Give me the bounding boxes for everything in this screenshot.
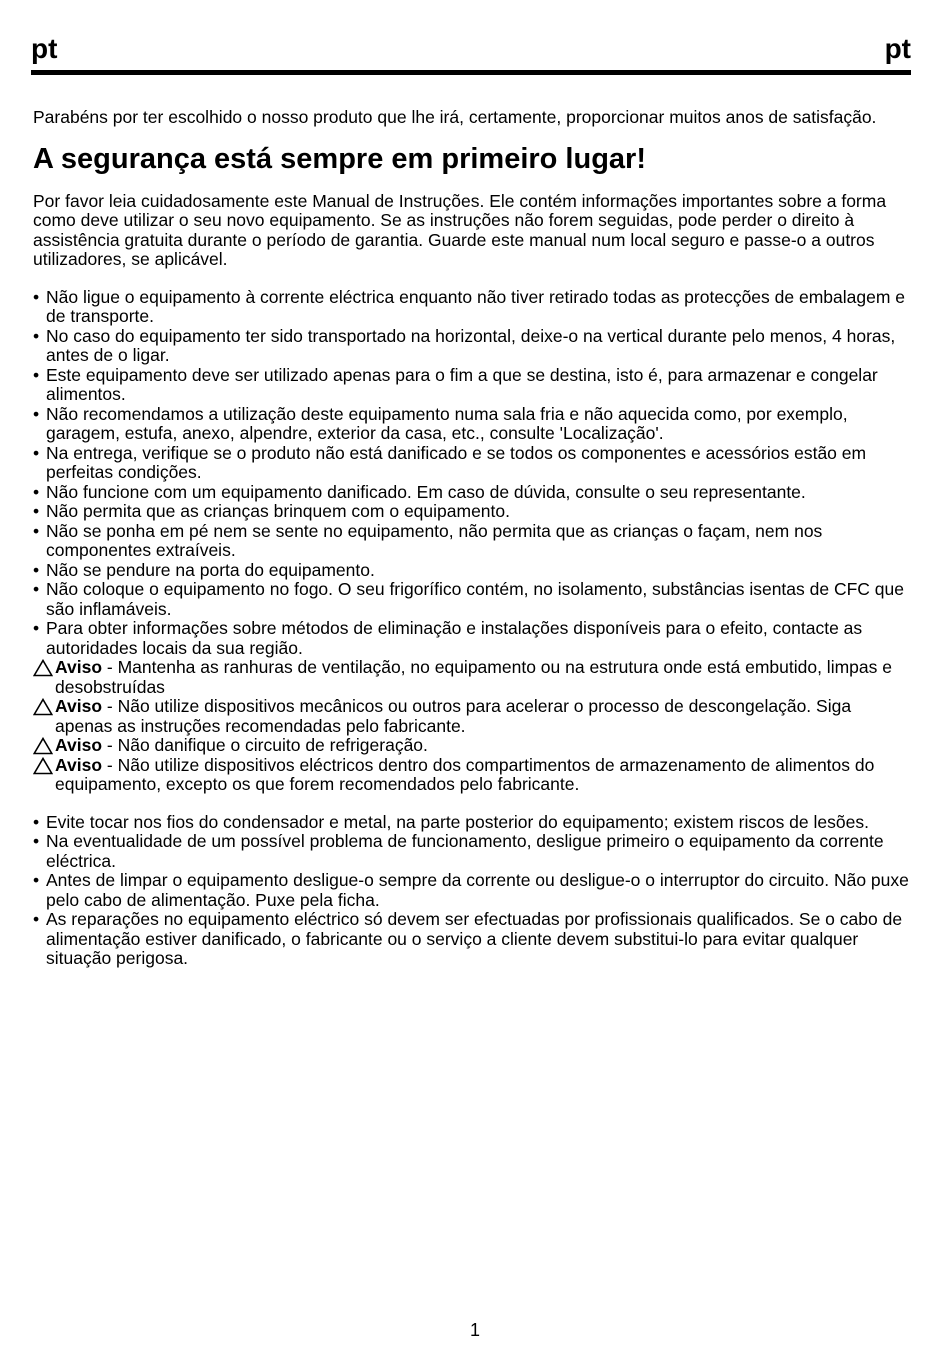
list-item: • Na entrega, verifique se o produto não está danificado e se todos os componentes e acessórios estão em perfeitas condições. <box>33 444 913 483</box>
lead-paragraph: Por favor leia cuidadosamente este Manual de Instruções. Ele contém informações importantes sobre a forma como deve utilizar o seu novo equipamento. Se as instruções não forem seguidas, pode perder o direito à assistência gratuita durante o período de garantia. Guarde este manual num local seguro e passe-o a outros utilizadores, se aplicável. <box>33 190 887 269</box>
warning-item <box>33 658 913 697</box>
page-content <box>33 108 913 969</box>
list-item: • Na eventualidade de um possível problema de funcionamento, desligue primeiro o equipamento da corrente eléctrica. <box>33 832 913 871</box>
intro-paragraph: Parabéns por ter escolhido o nosso produto que lhe irá, certamente, proporcionar muitos anos de satisfação. <box>33 107 877 127</box>
warning-item <box>33 756 913 795</box>
warning-item <box>33 697 913 736</box>
warning-text: - Não danifique o circuito de refrigeração. <box>106 735 428 755</box>
warning-triangle-icon <box>33 698 53 716</box>
warning-triangle-icon <box>33 659 53 677</box>
header-language-left: pt <box>31 33 58 64</box>
warning-label: Aviso <box>55 735 103 755</box>
list-item: • Não permita que as crianças brinquem com o equipamento. <box>33 502 913 522</box>
list-item: • Este equipamento deve ser utilizado apenas para o fim a que se destina, isto é, para armazenar e congelar alimentos. <box>33 366 913 405</box>
warning-item <box>33 736 913 756</box>
list-item: • Para obter informações sobre métodos de eliminação e instalações disponíveis para o efeito, contacte as autoridades locais da sua região. <box>33 619 913 658</box>
list-item: • Não recomendamos a utilização deste equipamento numa sala fria e não aquecida como, por exemplo, garagem, estufa, anexo, alpendre, exterior da casa, etc., consulte 'Localização'. <box>33 405 913 444</box>
safety-list-3 <box>33 813 913 969</box>
list-item: • Antes de limpar o equipamento desligue-o sempre da corrente ou desligue-o o interruptor do circuito. Não puxe pelo cabo de alimentação. Puxe pela ficha. <box>33 871 913 910</box>
list-item: • Não funcione com um equipamento danificado. Em caso de dúvida, consulte o seu representante. <box>33 483 913 503</box>
list-item: • Evite tocar nos fios do condensador e metal, na parte posterior do equipamento; existem riscos de lesões. <box>33 813 913 833</box>
page-title: A segurança está sempre em primeiro lugar! <box>33 142 646 175</box>
safety-list-2 <box>33 580 913 658</box>
list-item: • No caso do equipamento ter sido transportado na horizontal, deixe-o na vertical durante pelo menos, 4 horas, antes de o ligar. <box>33 327 913 366</box>
list-item: • Não coloque o equipamento no fogo. O seu frigorífico contém, no isolamento, substâncias isentas de CFC que são inflamáveis. <box>33 580 913 619</box>
warning-triangle-icon <box>33 737 53 755</box>
warning-list <box>33 658 913 795</box>
warning-label: Aviso <box>55 754 103 775</box>
warning-label: Aviso <box>55 657 103 677</box>
list-item: • Não se ponha em pé nem se sente no equipamento, não permita que as crianças o façam, nem nos componentes extraíveis. <box>33 522 913 561</box>
list-item: • Não se pendure na porta do equipamento. <box>33 561 913 581</box>
warning-triangle-icon <box>33 757 53 775</box>
warning-text: - Mantenha as ranhuras de ventilação, no equipamento ou na estrutura onde está embutido, limpas e desobstruídas <box>55 657 892 697</box>
page-number: 1 <box>469 1320 480 1340</box>
warning-text: - Não utilize dispositivos mecânicos ou outros para acelerar o processo de descongelação. Siga apenas as instruções recomendadas pelo fabricante. <box>55 696 852 736</box>
page-header <box>31 34 911 64</box>
safety-list-1 <box>33 288 913 581</box>
list-item: • As reparações no equipamento eléctrico só devem ser efectuadas por profissionais qualificados. Se o cabo de alimentação estiver danificado, o fabricante ou o serviço a cliente devem substitui-lo para evitar qualquer situação perigosa. <box>33 910 913 969</box>
warning-text: - Não utilize dispositivos eléctricos dentro dos compartimentos de armazenamento de alimentos do equipamento, excepto os que forem recomendados pelo fabricante. <box>55 754 875 794</box>
warning-label: Aviso <box>55 696 103 716</box>
list-item: • Não ligue o equipamento à corrente eléctrica enquanto não tiver retirado todas as protecções de embalagem e de transporte. <box>33 288 913 327</box>
header-rule <box>31 70 911 75</box>
header-language-right: pt <box>884 33 911 64</box>
